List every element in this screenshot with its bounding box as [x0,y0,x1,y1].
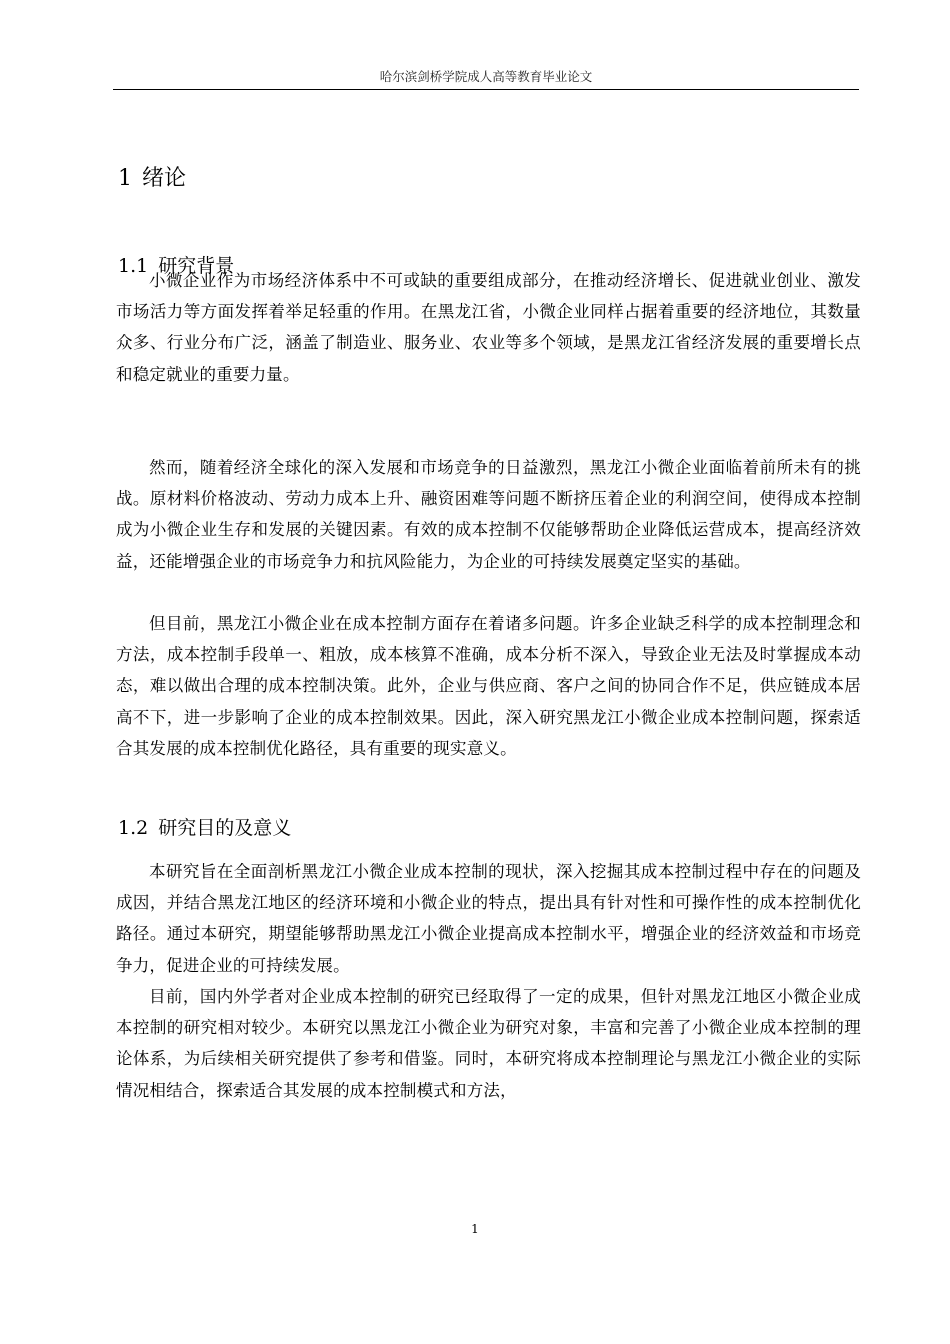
page-number: 1 [471,1222,479,1236]
page-header: 哈尔滨剑桥学院成人高等教育毕业论文 [113,70,859,90]
chapter-title [118,162,186,196]
section-number: 1.1 [118,255,149,277]
section-title-text: 研究背景 [158,255,235,277]
body-paragraph: 本研究旨在全面剖析黑龙江小微企业成本控制的现状，深入挖掘其成本控制过程中存在的问题及成因，并结合黑龙江地区的经济环境和小微企业的特点，提出具有针对性和可操作性的成本控制优化路径。通过本研究，期望能够帮助黑龙江小微企业提高成本控制水平，增强企业的经济效益和市场竞争力，促进企业的可持续发展。 [116,862,861,975]
section-title-purpose [118,812,291,844]
section-number: 1.2 [118,817,149,839]
chapter-number: 1 [118,166,132,191]
body-paragraph: 小微企业作为市场经济体系中不可或缺的重要组成部分，在推动经济增长、促进就业创业、激发市场活力等方面发挥着举足轻重的作用。在黑龙江省，小微企业同样占据着重要的经济地位，其数量众多、行业分布广泛，涵盖了制造业、服务业、农业等多个领域，是黑龙江省经济发展的重要增长点和稳定就业的重要力量。 [116,271,861,384]
chapter-title-text: 绪论 [142,166,187,191]
section-title-text: 研究目的及意义 [158,817,292,839]
body-paragraph: 目前，国内外学者对企业成本控制的研究已经取得了一定的成果，但针对黑龙江地区小微企业成本控制的研究相对较少。本研究以黑龙江小微企业为研究对象，丰富和完善了小微企业成本控制的理论体系，为后续相关研究提供了参考和借鉴。同时，本研究将成本控制理论与黑龙江小微企业的实际情况相结合，探索适合其发展的成本控制模式和方法， [116,987,861,1100]
body-paragraph: 但目前，黑龙江小微企业在成本控制方面存在着诸多问题。许多企业缺乏科学的成本控制理念和方法，成本控制手段单一、粗放，成本核算不准确，成本分析不深入，导致企业无法及时掌握成本动态，难以做出合理的成本控制决策。此外，企业与供应商、客户之间的协同合作不足，供应链成本居高不下，进一步影响了企业的成本控制效果。因此，深入研究黑龙江小微企业成本控制问题，探索适合其发展的成本控制优化路径，具有重要的现实意义。 [116,614,861,758]
body-paragraph: 然而，随着经济全球化的深入发展和市场竞争的日益激烈，黑龙江小微企业面临着前所未有的挑战。原材料价格波动、劳动力成本上升、融资困难等问题不断挤压着企业的利润空间，使得成本控制成为小微企业生存和发展的关键因素。有效的成本控制不仅能够帮助企业降低运营成本，提高经济效益，还能增强企业的市场竞争力和抗风险能力，为企业的可持续发展奠定坚实的基础。 [116,458,861,571]
